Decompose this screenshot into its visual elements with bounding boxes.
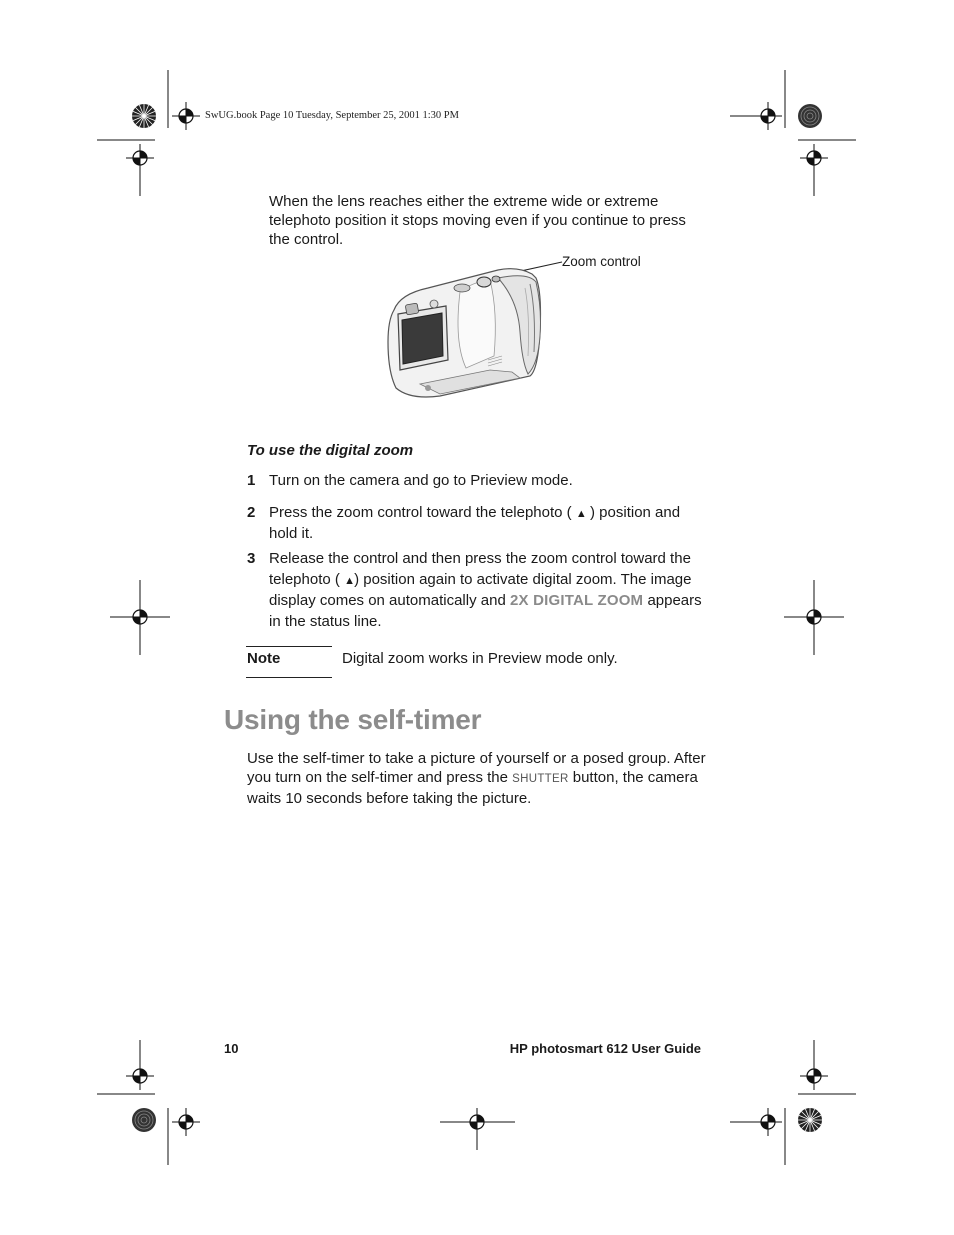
- step-2: [247, 503, 717, 543]
- procedure-heading: To use the digital zoom: [247, 442, 414, 459]
- step-1: [247, 471, 717, 491]
- step-number: 3: [247, 550, 256, 567]
- status-line-text: 2X DIGITAL ZOOM: [509, 592, 644, 609]
- step-text-after: ) position and hold it.: [269, 504, 681, 542]
- intro-paragraph: When the lens reaches either the extreme wide or extreme telephoto position it stops moving even if you continue to press the control.: [269, 193, 686, 248]
- step-number: 1: [247, 472, 256, 489]
- step-text: [269, 503, 709, 543]
- step-3: [247, 549, 717, 629]
- step-number: 2: [247, 504, 256, 521]
- note-text: Digital zoom works in Preview mode only.: [342, 650, 618, 667]
- page-number: 10: [224, 1041, 239, 1056]
- telephoto-zoom-icon: ▲: [575, 508, 587, 520]
- step-text-after: appears in the status line.: [269, 592, 702, 630]
- step-text: Turn on the camera and go to Prieview mode.: [269, 472, 573, 489]
- self-timer-paragraph: [247, 749, 717, 808]
- step-text-middle: ) position again to activate digital zoom. The image display comes on automatically and: [269, 570, 692, 609]
- section-title: Using the self-timer: [224, 704, 482, 735]
- note-rule-bottom: [246, 677, 332, 678]
- step-text-before: Press the zoom control toward the telephoto (: [269, 504, 572, 521]
- para-text-after: button, the camera waits 10 seconds before taking the picture.: [247, 769, 698, 807]
- zoom-control-callout: Zoom control: [562, 254, 641, 269]
- step-text: [269, 549, 709, 632]
- camera-illustration: [380, 252, 680, 412]
- para-text-before: Use the self-timer to take a picture of yourself or a posed group. After you turn on the self-timer and press the: [247, 750, 706, 786]
- note-rule-top: [246, 646, 332, 647]
- step-text-before: Release the control and then press the zoom control toward the telephoto (: [269, 550, 691, 588]
- shutter-button-name: SHUTTER: [512, 773, 569, 785]
- note-label: Note: [247, 650, 281, 667]
- telephoto-zoom-icon: ▲: [344, 574, 355, 587]
- print-slug: SwUG.book Page 10 Tuesday, September 25, 2001 1:30 PM: [205, 110, 459, 121]
- running-footer: HP photosmart 612 User Guide: [509, 1041, 701, 1056]
